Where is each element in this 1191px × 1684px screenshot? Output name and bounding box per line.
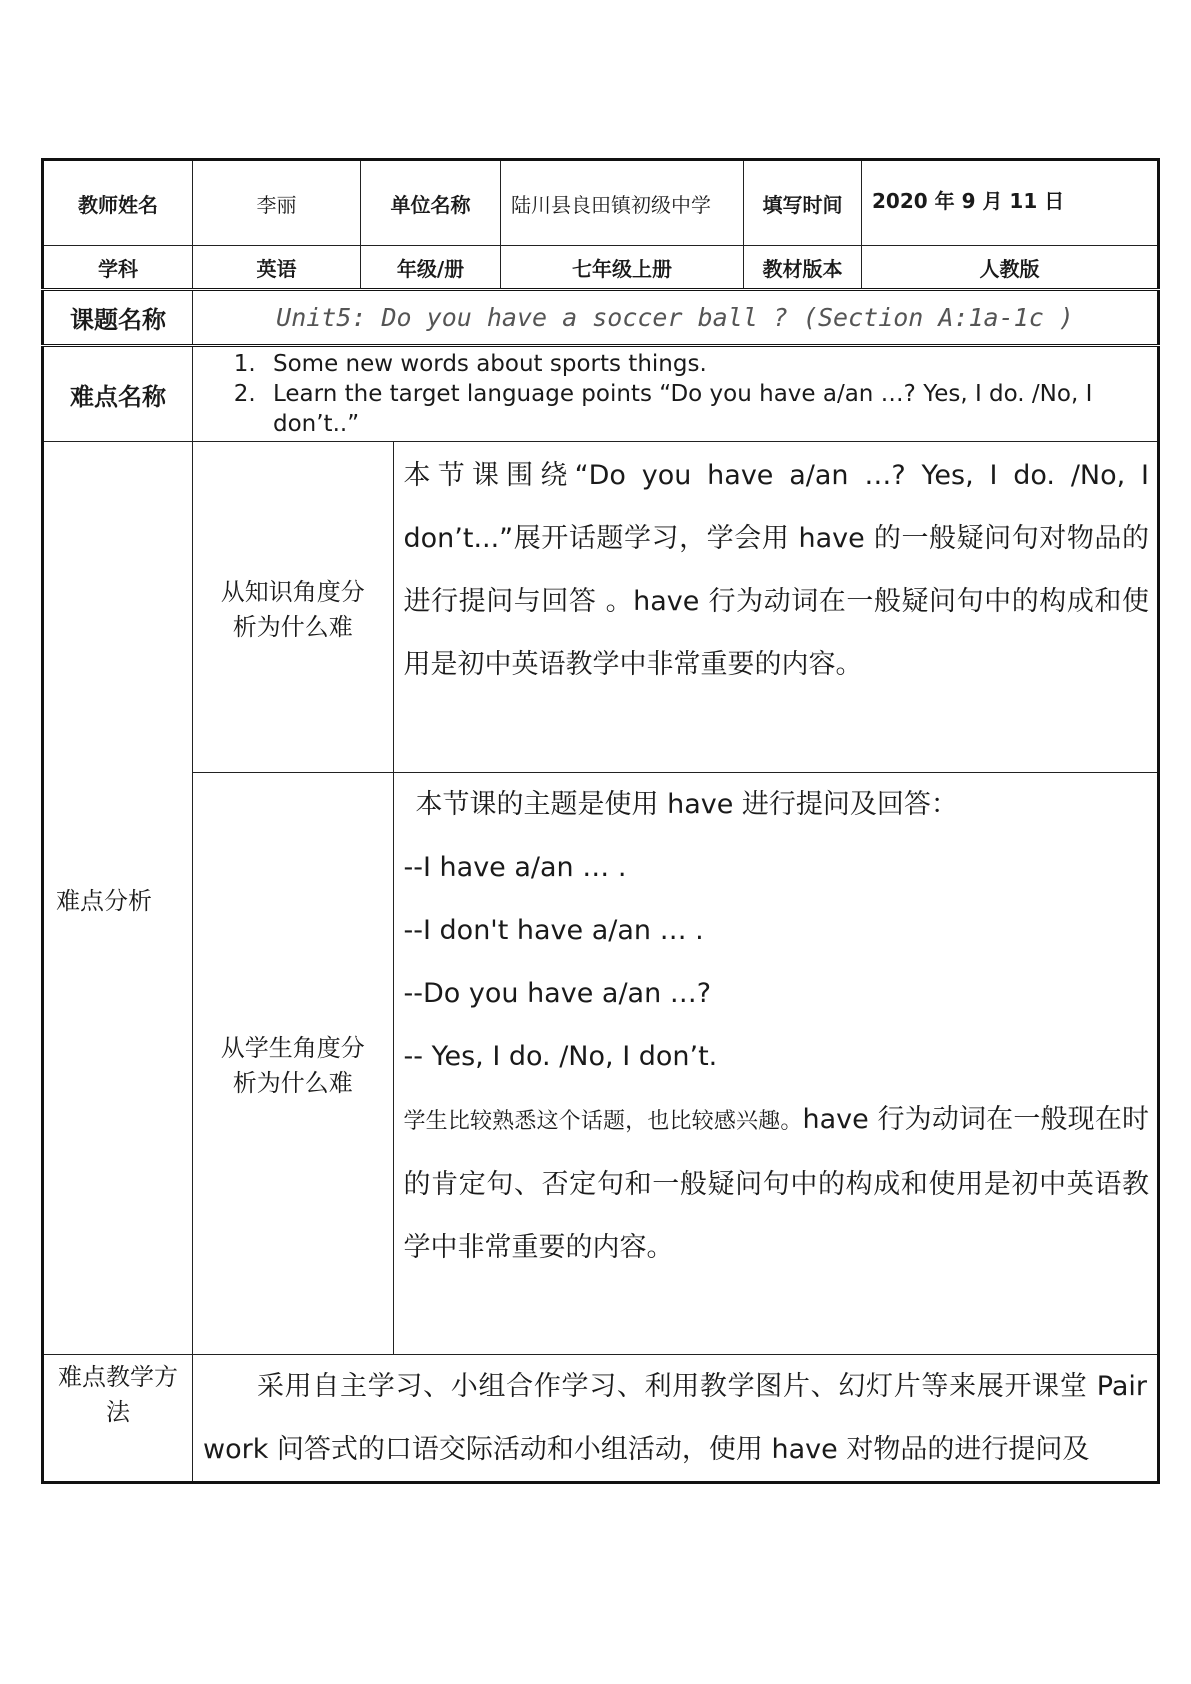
topic-label: 课题名称 <box>43 290 193 346</box>
grade-value: 七年级上册 <box>501 246 744 290</box>
student-line: --I don't have a/an … . <box>403 914 704 946</box>
lesson-plan-document <box>41 158 1157 1484</box>
student-row <box>193 772 1159 1354</box>
student-label: 从学生角度分析为什么难 <box>193 772 393 1354</box>
knowledge-text: 本节课围绕“Do you have a/an …? Yes, I do. /No, I don’t...”展开话题学习，学会用 have 的一般疑问句对物品的进行提问与回答 。have 行为动词在一般疑问句中的构成和使用是初中英语教学中非常重要的内容。 <box>403 460 1149 680</box>
analysis-content <box>193 442 1159 1355</box>
header-row-1 <box>43 160 1159 246</box>
teacher-label: 教师姓名 <box>43 160 193 246</box>
unit-label: 单位名称 <box>361 160 501 246</box>
student-summary <box>404 1088 1150 1279</box>
knowledge-label: 从知识角度分析为什么难 <box>193 442 393 772</box>
grade-label: 年级/册 <box>361 246 501 290</box>
edition-label: 教材版本 <box>744 246 862 290</box>
knowledge-row <box>193 442 1159 772</box>
date-value: 2020 年 9 月 11 日 <box>862 160 1159 246</box>
topic-value: Unit5: Do you have a soccer ball ? (Section A:1a-1c ) <box>193 290 1159 346</box>
difficulty-item: 1. Some new words about sports things. <box>263 349 1147 379</box>
difficulty-label: 难点名称 <box>43 346 193 442</box>
student-line: --Do you have a/an …? <box>403 977 712 1009</box>
student-intro: 本节课的主题是使用 have 进行提问及回答： <box>415 788 958 820</box>
student-summary-small: 学生比较熟悉这个话题，也比较感兴趣。 <box>403 1108 803 1134</box>
analysis-inner-table <box>193 442 1159 1354</box>
method-cell <box>193 1355 1159 1483</box>
knowledge-cell <box>393 442 1159 772</box>
method-row <box>43 1355 1159 1483</box>
method-text: 采用自主学习、小组合作学习、利用教学图片、幻灯片等来展开课堂 Pair work 问答式的口语交际活动和小组活动，使用 have 对物品的进行提问及 <box>203 1371 1147 1465</box>
difficulty-item: 2. Learn the target language points “Do you have a/an …? Yes, I do. /No, I don’t..” <box>263 379 1147 439</box>
unit-name: 陆川县良田镇初级中学 <box>501 160 744 246</box>
topic-row <box>43 290 1159 346</box>
student-summary-rest: have 行为动词在一般现在时的肯定句、否定句和一般疑问句中的构成和使用是初中英语教学中非常重要的内容。 <box>403 1103 1149 1263</box>
subject-label: 学科 <box>43 246 193 290</box>
subject-value: 英语 <box>193 246 361 290</box>
difficulty-content <box>193 346 1159 442</box>
student-line: -- Yes, I do. /No, I don’t. <box>403 1040 718 1072</box>
method-label: 难点教学方法 <box>43 1355 193 1483</box>
header-row-2 <box>43 246 1159 290</box>
student-cell <box>393 772 1159 1354</box>
analysis-label: 难点分析 <box>43 442 193 1355</box>
student-line: --I have a/an … . <box>403 851 627 883</box>
lesson-plan-table <box>41 158 1160 1484</box>
date-label: 填写时间 <box>744 160 862 246</box>
analysis-row <box>43 442 1159 1355</box>
difficulty-row <box>43 346 1159 442</box>
difficulty-list <box>233 349 1147 439</box>
teacher-name: 李丽 <box>193 160 361 246</box>
edition-value: 人教版 <box>862 246 1159 290</box>
